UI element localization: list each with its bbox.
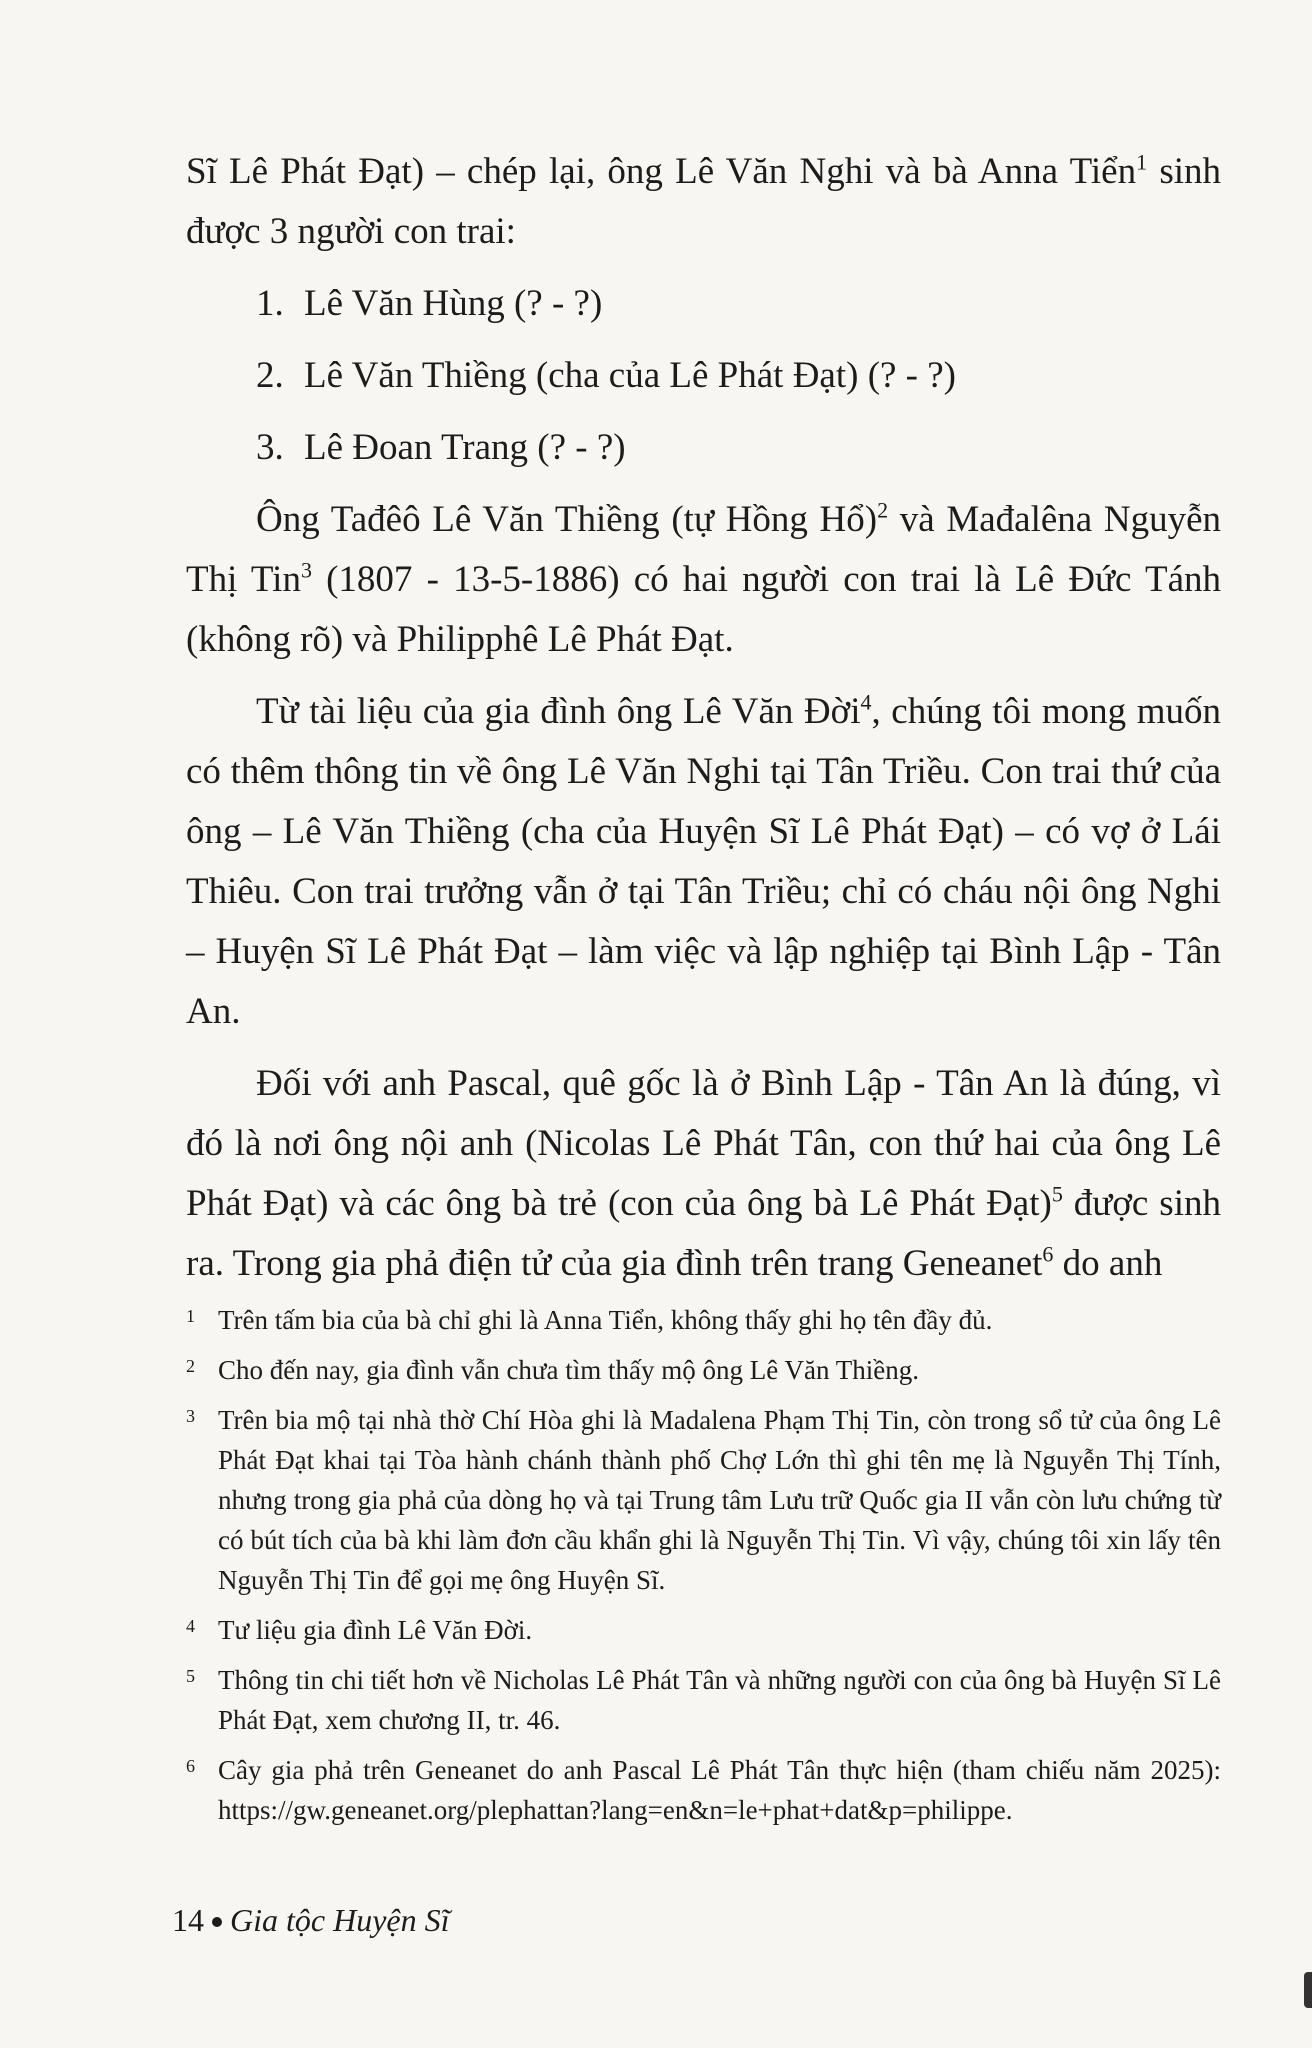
- list-item: [256, 418, 1221, 478]
- footnote-number: 1: [186, 1306, 195, 1326]
- footnote-number: 2: [186, 1356, 195, 1376]
- footnote-1: [186, 1300, 1221, 1340]
- sons-list: [186, 274, 1221, 478]
- paragraph-3-text-end: , chúng tôi mong muốn có thêm thông tin về ông Lê Văn Nghi tại Tân Triều. Con trai thứ của ông – Lê Văn Thiềng (cha của Huyện Sĩ Lê Phát Đạt) – có vợ ở Lái Thiêu. Con trai trưởng vẫn ở tại Tân Triều; chỉ có cháu nội ông Nghi – Huyện Sĩ Lê Phát Đạt – làm việc và lập nghiệp tại Bình Lập - Tân An.: [186, 691, 1222, 1032]
- list-item-text: Lê Văn Hùng (? - ?): [304, 283, 603, 324]
- footnote-number: 5: [186, 1666, 195, 1686]
- paragraph-2-text-end: (1807 - 13-5-1886) có hai người con trai là Lê Đức Tánh (không rõ) và Philipphê Lê Phát Đạt.: [186, 559, 1221, 660]
- paragraph-3-text: Từ tài liệu của gia đình ông Lê Văn Đời: [256, 691, 861, 732]
- list-item-number: 2.: [256, 355, 284, 396]
- list-item-text: Lê Văn Thiềng (cha của Lê Phát Đạt) (? - ?): [304, 355, 956, 396]
- footnote-5: [186, 1660, 1221, 1740]
- paragraph-1-text-end: sinh được 3 người con trai:: [186, 151, 1221, 252]
- list-item-number: 3.: [256, 427, 284, 468]
- page-footer: [172, 1900, 450, 1940]
- footnote-ref-2[interactable]: 2: [877, 497, 889, 523]
- main-text: [186, 142, 1221, 1306]
- footnote-4: [186, 1610, 1221, 1650]
- paragraph-2-text: Ông Tađêô Lê Văn Thiềng (tự Hồng Hổ): [256, 499, 878, 540]
- paragraph-4: [186, 1054, 1221, 1294]
- page-number: 14: [172, 1902, 204, 1938]
- footnote-ref-3[interactable]: 3: [300, 557, 312, 583]
- bullet-icon: [212, 1917, 222, 1927]
- list-item: [256, 346, 1221, 406]
- footnote-number: 6: [186, 1756, 195, 1776]
- footnote-6: [186, 1750, 1221, 1830]
- paragraph-4-text-mid: được sinh ra. Trong gia phả điện tử của gia đình trên trang Geneanet: [186, 1183, 1221, 1284]
- list-item-number: 1.: [256, 283, 284, 324]
- running-title: Gia tộc Huyện Sĩ: [230, 1902, 450, 1938]
- footnote-3: [186, 1400, 1221, 1600]
- list-item-text: Lê Đoan Trang (? - ?): [304, 427, 626, 468]
- footnote-ref-5[interactable]: 5: [1051, 1181, 1063, 1207]
- paragraph-4-text-end: do anh: [1053, 1243, 1163, 1284]
- paragraph-1: [186, 142, 1221, 262]
- footnote-text: Cho đến nay, gia đình vẫn chưa tìm thấy mộ ông Lê Văn Thiềng.: [218, 1355, 919, 1385]
- footnote-text: Trên tấm bia của bà chỉ ghi là Anna Tiển, không thấy ghi họ tên đầy đủ.: [218, 1305, 993, 1335]
- page-edge-mark: [1304, 1972, 1312, 2008]
- paragraph-2: [186, 490, 1221, 670]
- footnote-text: Cây gia phả trên Geneanet do anh Pascal Lê Phát Tân thực hiện (tham chiếu năm 2025): https://gw.geneanet.org/plephattan?lang=en&n=le+phat+dat&p=philippe.: [218, 1755, 1221, 1825]
- footnote-text: Thông tin chi tiết hơn về Nicholas Lê Phát Tân và những người con của ông bà Huyện Sĩ Lê Phát Đạt, xem chương II, tr. 46.: [218, 1665, 1221, 1735]
- footnote-text: Tư liệu gia đình Lê Văn Đời.: [218, 1615, 533, 1645]
- paragraph-1-text: Sĩ Lê Phát Đạt) – chép lại, ông Lê Văn Nghi và bà Anna Tiển: [186, 151, 1137, 192]
- footnote-2: [186, 1350, 1221, 1390]
- footnotes: [186, 1300, 1221, 1840]
- paragraph-2-text-mid: và Mađalêna Nguyễn Thị Tin: [186, 499, 1222, 600]
- footnote-text: Trên bia mộ tại nhà thờ Chí Hòa ghi là Madalena Phạm Thị Tin, còn trong sổ tử của ông Lê Phát Đạt khai tại Tòa hành chánh thành phố Chợ Lớn thì ghi tên mẹ là Nguyễn Thị Tính, nhưng trong gia phả của dòng họ và tại Trung tâm Lưu trữ Quốc gia II vẫn còn lưu chứng từ có bút tích của bà khi làm đơn cầu khẩn ghi là Nguyễn Thị Tin. Vì vậy, chúng tôi xin lấy tên Nguyễn Thị Tin để gọi mẹ ông Huyện Sĩ.: [218, 1405, 1221, 1595]
- list-item: [256, 274, 1221, 334]
- footnote-number: 4: [186, 1616, 195, 1636]
- footnote-number: 3: [186, 1406, 195, 1426]
- paragraph-3: [186, 682, 1221, 1042]
- paragraph-4-text: Đối với anh Pascal, quê gốc là ở Bình Lập - Tân An là đúng, vì đó là nơi ông nội anh (Nicolas Lê Phát Tân, con thứ hai của ông Lê Phát Đạt) và các ông bà trẻ (con của ông bà Lê Phát Đạt): [186, 1063, 1221, 1224]
- footnote-ref-6[interactable]: 6: [1042, 1241, 1054, 1267]
- footnote-ref-1[interactable]: 1: [1136, 149, 1148, 175]
- footnote-ref-4[interactable]: 4: [860, 689, 872, 715]
